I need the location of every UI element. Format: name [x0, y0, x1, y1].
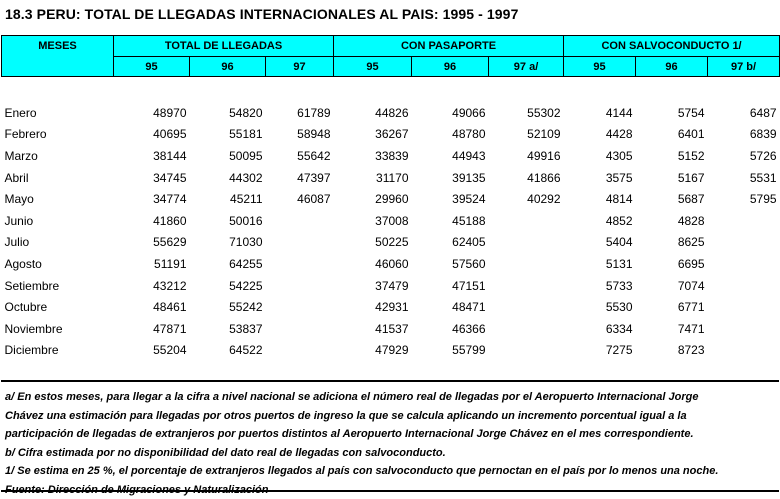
month-cell: Noviembre — [2, 318, 114, 340]
table-row — [2, 124, 780, 146]
value-cell: 40695 — [114, 124, 190, 146]
table-row — [2, 145, 780, 167]
value-cell: 5167 — [636, 167, 708, 189]
value-cell: 5404 — [564, 232, 636, 254]
header-con-pasaporte: CON PASAPORTE — [334, 36, 564, 57]
value-cell: 7074 — [636, 275, 708, 297]
value-cell: 44826 — [334, 102, 412, 124]
month-cell: Diciembre — [2, 340, 114, 362]
table-row — [2, 275, 780, 297]
value-cell: 5530 — [564, 296, 636, 318]
footnote-line: a/ En estos meses, para llegar a la cifra a nivel nacional se adiciona el número real de llegadas por el Aeropuerto Internacional Jorge — [5, 388, 777, 407]
value-cell: 47397 — [266, 167, 334, 189]
table-row — [2, 296, 780, 318]
value-cell: 48780 — [412, 124, 489, 146]
arrivals-table — [1, 35, 780, 361]
value-cell: 45188 — [412, 210, 489, 232]
header-year: 97 — [266, 57, 334, 77]
table-row — [2, 253, 780, 275]
header-year: 95 — [564, 57, 636, 77]
value-cell — [708, 253, 780, 275]
footnote-line: Chávez una estimación para llegadas por otros puertos de ingreso la que se calcula aplicando un incremento porcentual igual a la — [5, 407, 777, 426]
value-cell — [266, 210, 334, 232]
header-year: 96 — [190, 57, 266, 77]
table-row — [2, 167, 780, 189]
value-cell: 61789 — [266, 102, 334, 124]
value-cell: 55242 — [190, 296, 266, 318]
value-cell: 5795 — [708, 188, 780, 210]
value-cell: 41860 — [114, 210, 190, 232]
value-cell: 36267 — [334, 124, 412, 146]
month-cell: Enero — [2, 102, 114, 124]
table-row — [2, 232, 780, 254]
month-cell: Agosto — [2, 253, 114, 275]
value-cell: 47151 — [412, 275, 489, 297]
value-cell: 6334 — [564, 318, 636, 340]
header-total-llegadas: TOTAL DE LLEGADAS — [114, 36, 334, 57]
value-cell — [489, 275, 564, 297]
value-cell: 45211 — [190, 188, 266, 210]
value-cell: 29960 — [334, 188, 412, 210]
value-cell: 8723 — [636, 340, 708, 362]
month-cell: Mayo — [2, 188, 114, 210]
value-cell: 7471 — [636, 318, 708, 340]
value-cell: 39135 — [412, 167, 489, 189]
value-cell: 4144 — [564, 102, 636, 124]
value-cell: 55629 — [114, 232, 190, 254]
value-cell: 6839 — [708, 124, 780, 146]
value-cell — [708, 232, 780, 254]
footnote-line: b/ Cifra estimada por no disponibilidad del dato real de llegadas con salvoconducto. — [5, 444, 777, 463]
value-cell: 6771 — [636, 296, 708, 318]
value-cell — [266, 296, 334, 318]
footnotes — [5, 388, 777, 499]
value-cell: 49916 — [489, 145, 564, 167]
value-cell: 37008 — [334, 210, 412, 232]
value-cell: 46366 — [412, 318, 489, 340]
value-cell: 44302 — [190, 167, 266, 189]
footnote-line: 1/ Se estima en 25 %, el porcentaje de extranjeros llegados al país con salvoconducto que pernoctan en el país por lo menos una noche. — [5, 462, 777, 481]
value-cell — [708, 275, 780, 297]
month-cell: Junio — [2, 210, 114, 232]
table-row — [2, 102, 780, 124]
value-cell: 41537 — [334, 318, 412, 340]
header-meses-blank — [2, 57, 114, 77]
page-title: 18.3 PERU: TOTAL DE LLEGADAS INTERNACIONALES AL PAIS: 1995 - 1997 — [5, 6, 518, 22]
bottom-divider — [1, 490, 779, 492]
header-year: 95 — [114, 57, 190, 77]
value-cell: 4828 — [636, 210, 708, 232]
value-cell: 50225 — [334, 232, 412, 254]
value-cell — [708, 296, 780, 318]
value-cell: 5733 — [564, 275, 636, 297]
table-row — [2, 188, 780, 210]
month-cell: Octubre — [2, 296, 114, 318]
value-cell: 53837 — [190, 318, 266, 340]
value-cell — [489, 340, 564, 362]
value-cell: 33839 — [334, 145, 412, 167]
value-cell: 55302 — [489, 102, 564, 124]
month-cell: Marzo — [2, 145, 114, 167]
notes-divider — [1, 380, 779, 382]
value-cell: 8625 — [636, 232, 708, 254]
value-cell: 55204 — [114, 340, 190, 362]
value-cell: 6695 — [636, 253, 708, 275]
value-cell: 48970 — [114, 102, 190, 124]
value-cell: 5531 — [708, 167, 780, 189]
value-cell — [266, 253, 334, 275]
value-cell: 5152 — [636, 145, 708, 167]
value-cell: 4305 — [564, 145, 636, 167]
value-cell — [266, 232, 334, 254]
value-cell — [708, 318, 780, 340]
table-spacer — [2, 77, 780, 103]
table-row — [2, 210, 780, 232]
value-cell — [489, 253, 564, 275]
value-cell: 50016 — [190, 210, 266, 232]
value-cell: 46060 — [334, 253, 412, 275]
value-cell: 3575 — [564, 167, 636, 189]
value-cell: 37479 — [334, 275, 412, 297]
month-cell: Setiembre — [2, 275, 114, 297]
month-cell: Abril — [2, 167, 114, 189]
value-cell: 43212 — [114, 275, 190, 297]
value-cell: 5131 — [564, 253, 636, 275]
value-cell: 55799 — [412, 340, 489, 362]
value-cell: 34745 — [114, 167, 190, 189]
value-cell: 4852 — [564, 210, 636, 232]
value-cell: 52109 — [489, 124, 564, 146]
value-cell — [489, 318, 564, 340]
value-cell: 6487 — [708, 102, 780, 124]
value-cell: 4428 — [564, 124, 636, 146]
value-cell: 6401 — [636, 124, 708, 146]
value-cell: 38144 — [114, 145, 190, 167]
value-cell: 48471 — [412, 296, 489, 318]
value-cell: 64522 — [190, 340, 266, 362]
table-row — [2, 318, 780, 340]
value-cell: 54225 — [190, 275, 266, 297]
value-cell: 5687 — [636, 188, 708, 210]
value-cell: 40292 — [489, 188, 564, 210]
header-year: 96 — [412, 57, 489, 77]
value-cell: 5754 — [636, 102, 708, 124]
value-cell: 47871 — [114, 318, 190, 340]
value-cell — [266, 340, 334, 362]
value-cell — [489, 296, 564, 318]
value-cell: 4814 — [564, 188, 636, 210]
value-cell — [708, 210, 780, 232]
header-year: 97 a/ — [489, 57, 564, 77]
value-cell: 71030 — [190, 232, 266, 254]
value-cell: 41866 — [489, 167, 564, 189]
table-row — [2, 340, 780, 362]
value-cell: 42931 — [334, 296, 412, 318]
value-cell: 7275 — [564, 340, 636, 362]
value-cell — [489, 210, 564, 232]
value-cell: 57560 — [412, 253, 489, 275]
value-cell: 51191 — [114, 253, 190, 275]
value-cell: 55642 — [266, 145, 334, 167]
header-year: 95 — [334, 57, 412, 77]
value-cell: 31170 — [334, 167, 412, 189]
value-cell: 46087 — [266, 188, 334, 210]
value-cell: 64255 — [190, 253, 266, 275]
value-cell — [708, 340, 780, 362]
value-cell: 58948 — [266, 124, 334, 146]
value-cell: 62405 — [412, 232, 489, 254]
value-cell: 5726 — [708, 145, 780, 167]
value-cell: 49066 — [412, 102, 489, 124]
month-cell: Febrero — [2, 124, 114, 146]
value-cell — [266, 318, 334, 340]
header-year: 97 b/ — [708, 57, 780, 77]
value-cell: 47929 — [334, 340, 412, 362]
header-con-salvoconducto: CON SALVOCONDUCTO 1/ — [564, 36, 780, 57]
value-cell: 50095 — [190, 145, 266, 167]
footnote-line: participación de llegadas de extranjeros por puertos distintos al Aeropuerto Internacional Jorge Chávez en el mes correspondiente. — [5, 425, 777, 444]
value-cell: 55181 — [190, 124, 266, 146]
month-cell: Julio — [2, 232, 114, 254]
header-meses: MESES — [2, 36, 114, 57]
value-cell: 48461 — [114, 296, 190, 318]
value-cell: 54820 — [190, 102, 266, 124]
value-cell: 39524 — [412, 188, 489, 210]
value-cell — [266, 275, 334, 297]
value-cell: 34774 — [114, 188, 190, 210]
header-year: 96 — [636, 57, 708, 77]
value-cell: 44943 — [412, 145, 489, 167]
value-cell — [489, 232, 564, 254]
